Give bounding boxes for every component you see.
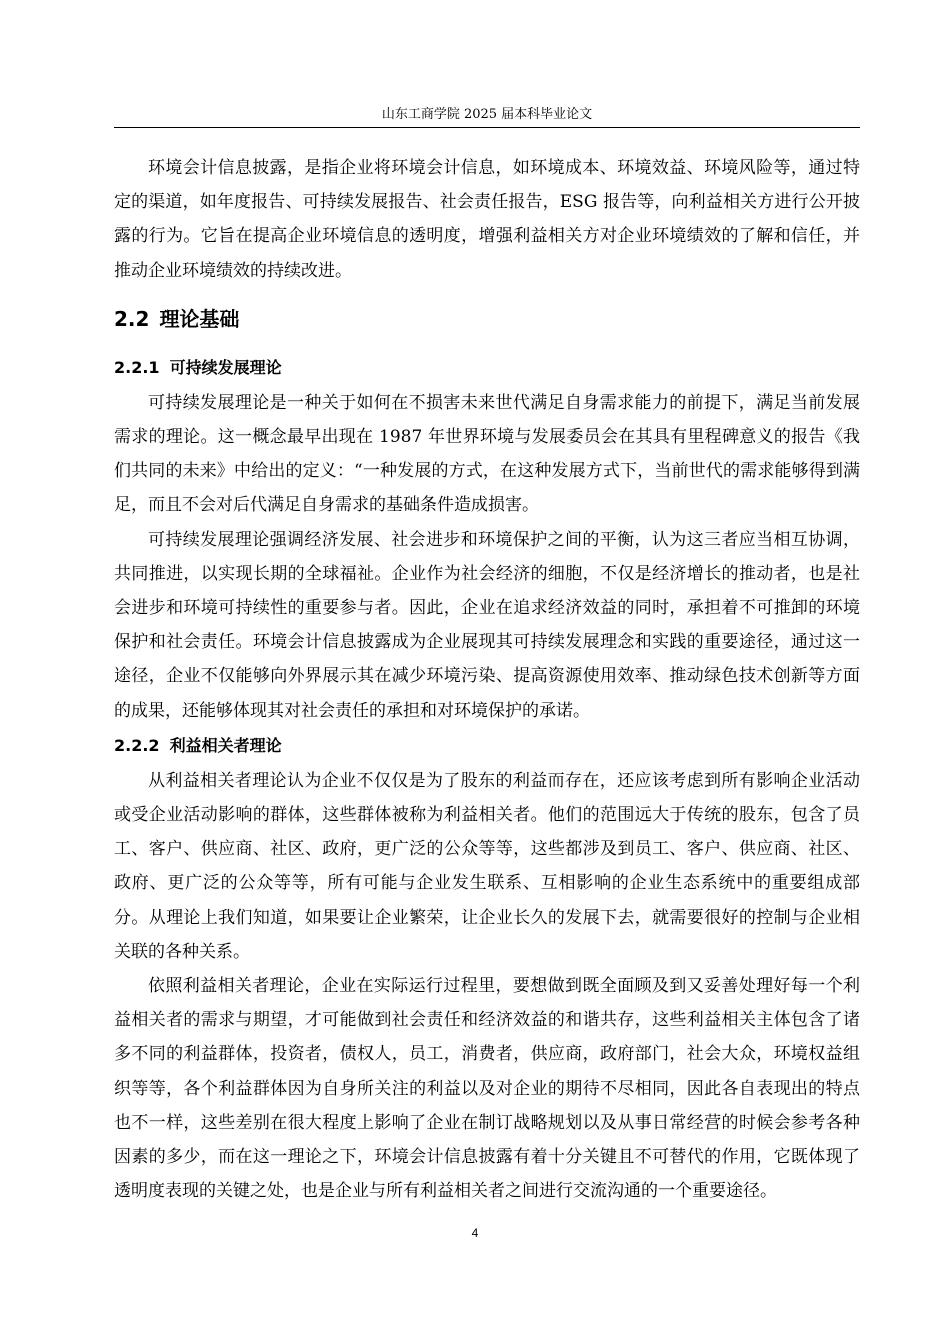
running-header: 山东工商学院 2025 届本科毕业论文 — [381, 107, 593, 122]
subsection-number: 2.2.2 — [114, 735, 160, 755]
paragraph-stakeholder-definition: 从利益相关者理论认为企业不仅仅是为了股东的利益而存在，还应该考虑到所有影响企业活动或受企业活动影响的群体，这些群体被称为利益相关者。他们的范围远大于传统的股东，包含了员工、客户、供应商、社区、政府，更广泛的公众等等，这些都涉及到员工、客户、供应商、社区、政府、更广泛的公众等等，所有可能与企业发生联系、互相影响的企业生态系统中的重要组成部分。从理论上我们知道，如果要让企业繁荣，让企业长久的发展下去，就需要很好的控制与企业相关联的各种关系。 — [114, 770, 860, 962]
subsection-number: 2.2.1 — [114, 357, 160, 377]
page-body — [114, 151, 860, 1208]
page-number: 4 — [471, 1226, 479, 1240]
paragraph-stakeholder-application: 依照利益相关者理论，企业在实际运行过程里，要想做到既全面顾及到又妥善处理好每一个利益相关者的需求与期望，才可能做到社会责任和经济效益的和谐共存，这些利益相关主体包含了诸多不同的利益群体，投资者，债权人，员工，消费者，供应商，政府部门，社会大众，环境权益组织等等，各个利益群体因为自身所关注的利益以及对企业的期待不尽相同，因此各自表现出的特点也不一样，这些差别在很大程度上影响了企业在制订战略规划以及从事日常经营的时候会参考各种因素的多少，而在这一理论之下，环境会计信息披露有着十分关键且不可替代的作用，它既体现了透明度表现的关键之处，也是企业与所有利益相关者之间进行交流沟通的一个重要途径。 — [114, 976, 860, 1202]
paragraph-sustainability-definition: 可持续发展理论是一种关于如何在不损害未来世代满足自身需求能力的前提下，满足当前发展需求的理论。这一概念最早出现在 1987 年世界环境与发展委员会在其具有里程碑意义的报告《我们共同的未来》中给出的定义：“一种发展的方式，在这种发展方式下，当前世代的需求能够得到满足，而且不会对后代满足自身需求的基础条件造成损害。 — [114, 392, 860, 516]
paragraph-sustainability-balance: 可持续发展理论强调经济发展、社会进步和环境保护之间的平衡，认为这三者应当相互协调，共同推进，以实现长期的全球福祉。企业作为社会经济的细胞，不仅是经济增长的推动者，也是社会进步和环境可持续性的重要参与者。因此，企业在追求经济效益的同时，承担着不可推卸的环境保护和社会责任。环境会计信息披露成为企业展现其可持续发展理念和实践的重要途径，通过这一途径，企业不仅能够向外界展示其在减少环境污染、提高资源使用效率、推动绿色技术创新等方面的成果，还能够体现其对社会责任的承担和对环境保护的承诺。 — [114, 529, 860, 721]
section-title: 理论基础 — [159, 306, 240, 331]
paragraph-env-disclosure-definition: 环境会计信息披露，是指企业将环境会计信息，如环境成本、环境效益、环境风险等，通过特定的渠道，如年度报告、可持续发展报告、社会责任报告，ESG 报告等，向利益相关方进行公开披露的行为。它旨在提高企业环境信息的透明度，增强利益相关方对企业环境绩效的了解和信任，并推动企业环境绩效的持续改进。 — [114, 158, 860, 281]
subsection-title: 利益相关者理论 — [169, 735, 282, 755]
subsection-heading-2-2-1 — [114, 350, 860, 386]
section-heading-2-2 — [114, 288, 860, 350]
header-rule — [114, 127, 860, 128]
subsection-heading-2-2-2 — [114, 728, 860, 764]
subsection-title: 可持续发展理论 — [169, 357, 282, 377]
section-number: 2.2 — [114, 306, 150, 331]
